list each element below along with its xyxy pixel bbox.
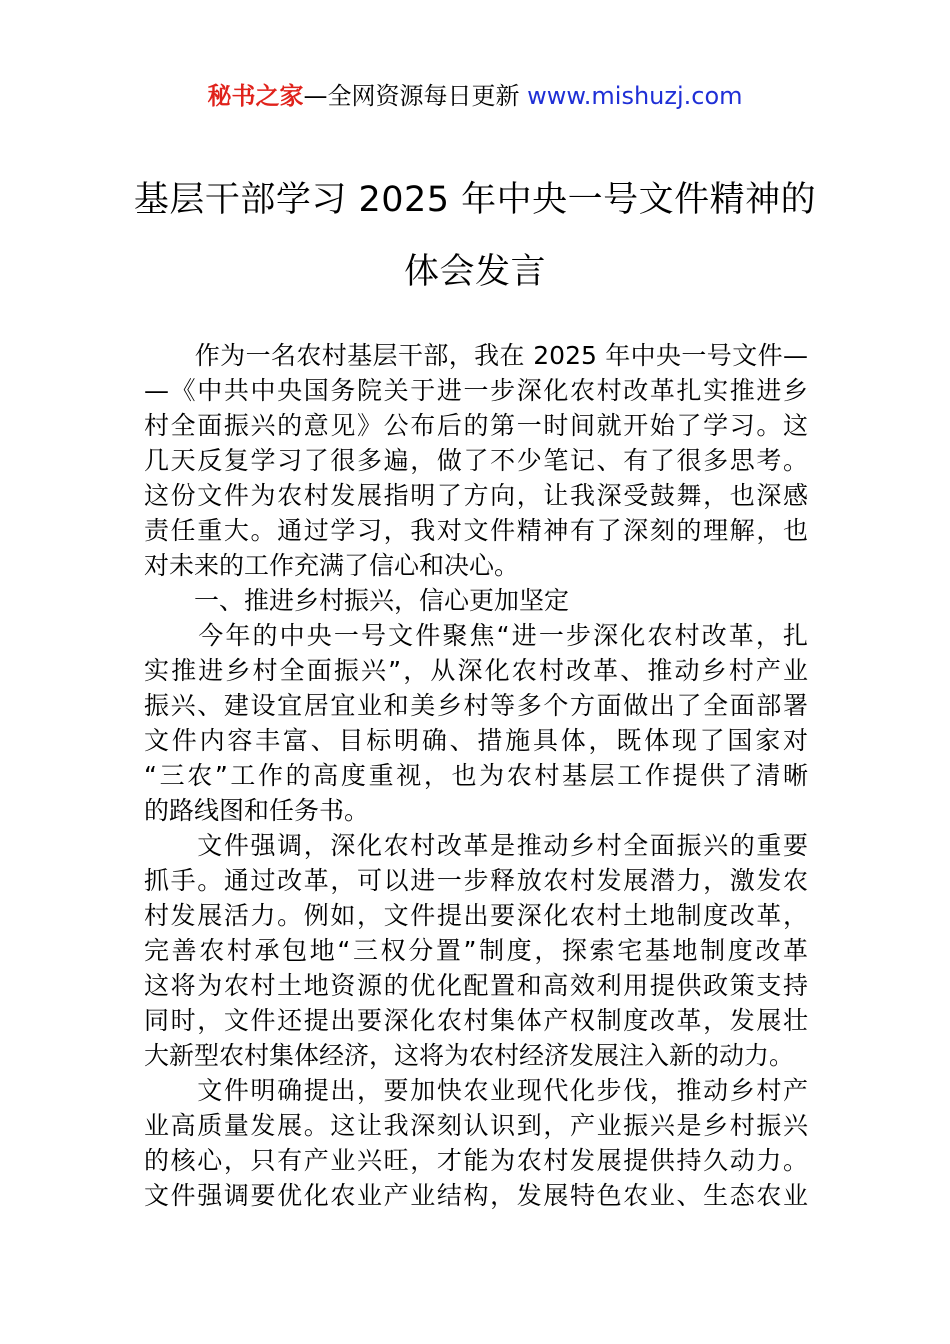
body-line: 大新型农村集体经济，这将为农村经济发展注入新的动力。 [144,1041,795,1070]
body-line: 今年的中央一号文件聚焦“进一步深化农村改革，扎 [144,621,808,650]
site-url-link[interactable]: www.mishuzj.com [527,82,743,110]
document-title-line-1: 基层干部学习 2025 年中央一号文件精神的 [133,180,817,220]
body-line: “三农”工作的高度重视，也为农村基层工作提供了清晰 [144,761,808,790]
site-header [0,80,950,112]
site-tagline: —全网资源每日更新 [303,82,528,110]
body-line: 文件明确提出，要加快农业现代化步伐，推动乡村产 [144,1076,808,1105]
document-title-line-2: 体会发言 [403,252,546,292]
body-line: 村全面振兴的意见》公布后的第一时间就开始了学习。这 [144,411,808,440]
body-line: 村发展活力。例如，文件提出要深化农村土地制度改革， [144,901,808,930]
body-line: 文件强调要优化农业产业结构，发展特色农业、生态农业 [144,1181,808,1210]
site-brand: 秘书之家 [207,82,304,110]
body-line: —《中共中央国务院关于进一步深化农村改革扎实推进乡 [144,376,808,405]
body-line: 实推进乡村全面振兴”，从深化农村改革、推动乡村产业 [144,656,808,685]
section-heading: 一、推进乡村振兴，信心更加坚定 [144,586,570,615]
body-line: 责任重大。通过学习，我对文件精神有了深刻的理解，也 [144,516,808,545]
body-line: 抓手。通过改革，可以进一步释放农村发展潜力，激发农 [144,866,808,895]
body-line: 振兴、建设宜居宜业和美乡村等多个方面做出了全面部署 [144,691,808,720]
body-line: 作为一名农村基层干部，我在 2025 年中央一号文件— [144,341,808,370]
body-line: 文件强调，深化农村改革是推动乡村全面振兴的重要 [144,831,808,860]
body-line: 完善农村承包地“三权分置”制度，探索宅基地制度改革 [144,936,808,965]
body-line: 对未来的工作充满了信心和决心。 [144,551,520,580]
body-line: 业高质量发展。这让我深刻认识到，产业振兴是乡村振兴 [144,1111,808,1140]
body-line: 文件内容丰富、目标明确、措施具体，既体现了国家对 [144,726,808,755]
body-line: 的路线图和任务书。 [144,796,370,825]
body-line: 这将为农村土地资源的优化配置和高效利用提供政策支持 [144,971,808,1000]
body-line: 几天反复学习了很多遍，做了不少笔记、有了很多思考。 [144,446,808,475]
body-line: 的核心，只有产业兴旺，才能为农村发展提供持久动力。 [144,1146,808,1175]
body-line: 同时，文件还提出要深化农村集体产权制度改革，发展壮 [144,1006,808,1035]
body-line: 这份文件为农村发展指明了方向，让我深受鼓舞，也深感 [144,481,808,510]
